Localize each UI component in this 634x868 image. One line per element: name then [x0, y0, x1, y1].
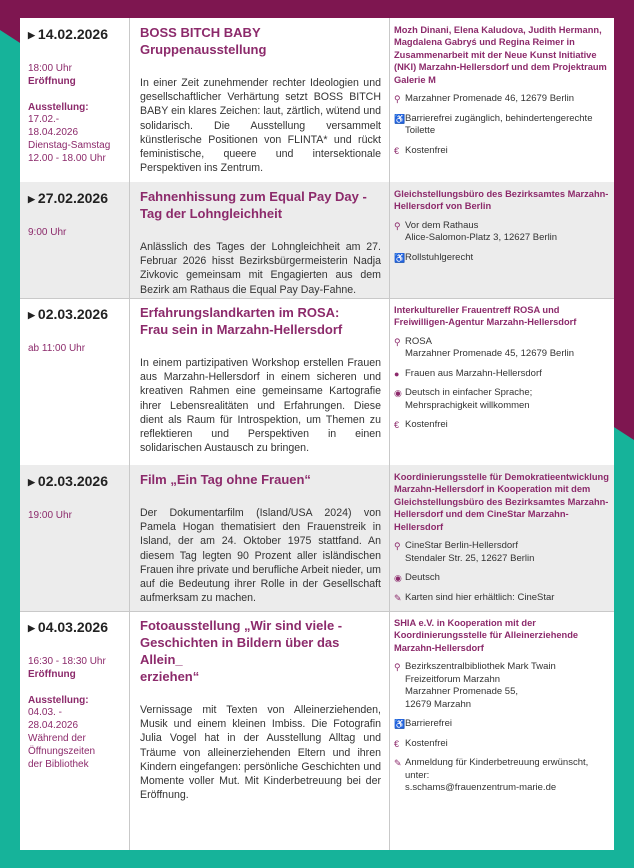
info-column [390, 611, 614, 850]
info-text-line: Kostenfrei [405, 144, 448, 156]
event-title [140, 471, 381, 488]
info-text-line: Deutsch in einfacher Sprache; [405, 387, 533, 399]
speech-bubble-icon: ◉ [394, 573, 402, 584]
triangle-marker-icon: ▶ [28, 30, 35, 40]
info-text-line: Marzahner Promenade 45, 12679 Berlin [405, 348, 574, 360]
info-column [390, 465, 614, 611]
speech-bubble-icon: ◉ [394, 388, 402, 399]
info-text-line: Barrierefrei zugänglich, behindertengerechte Toilette [405, 112, 593, 137]
info-text [405, 220, 557, 245]
event-title-line: Frau sein in Marzahn-Hellersdorf [140, 322, 343, 337]
event-organizer: SHIA e.V. in Kooperation mit der Koordinierungsstelle für Alleinerziehende Marzahn-Hellersdorf [394, 618, 579, 653]
event-date [28, 26, 129, 42]
event-date-text: 27.02.2026 [37, 190, 108, 206]
event-time-note-line [28, 75, 129, 88]
event-row [20, 611, 614, 850]
info-line [394, 592, 610, 605]
date-column [20, 465, 130, 611]
location-pin-icon: ⚲ [394, 541, 401, 552]
event-organizer: Gleichstellungsbüro des Bezirksamtes Marzahn-Hellersdorf von Berlin [394, 189, 609, 212]
triangle-marker-icon: ▶ [28, 623, 35, 633]
info-text-line: Marzahner Promenade 55, [405, 686, 519, 698]
wheelchair-icon: ♿ [394, 113, 406, 124]
main-column [130, 18, 390, 182]
event-date [28, 306, 129, 322]
info-text-line: Mehrsprachigkeit willkommen [405, 399, 530, 411]
info-text-line: Freizeitforum Marzahn [405, 673, 501, 685]
event-title [140, 617, 381, 685]
event-description: Vernissage mit Texten von Alleinerziehenden, Musik und einem kleinen Imbiss. Die Fotografin Julia Vogel hat in der Ausstellung Alltag und Träume von alleinerziehenden Eltern und ihren Kindern eingefangen: persönliche Geschichten und Momente voller Mut. Mit Kinderbetreuung bei der Eröffnung. [140, 704, 381, 802]
main-column [130, 298, 390, 465]
wheelchair-icon: ♿ [394, 719, 406, 730]
info-text-line: Karten sind hier erhältlich: CineStar [405, 591, 555, 603]
event-title-line: Film „Ein Tag ohne Frauen“ [140, 472, 311, 487]
event-title-line: Fahnenhissung zum Equal Pay Day - [140, 189, 367, 204]
event-title [140, 188, 381, 222]
event-title-line: Geschichten in Bildern über das Allein_ [140, 635, 340, 667]
person-icon: ● [394, 368, 400, 379]
info-text [405, 540, 534, 565]
date-column [20, 182, 130, 298]
event-date [28, 619, 129, 635]
event-row [20, 18, 614, 183]
event-time [28, 655, 129, 681]
euro-icon: € [394, 420, 400, 431]
info-text [405, 368, 542, 381]
event-description: In einem partizipativen Workshop erstellen Frauen aus Marzahn-Hellersdorf in einem sicheren und kreativen Rahmen eine gemeinsame Kartografie ihrer Lebensrealitäten und Erfahrungen. Diese dient als Raum für Introspektion, um Themen zu reflektieren und Perspektiven in einen solidarischen Austausch zu bringen. [140, 357, 381, 455]
exhibition-date-line: Dienstag-Samstag [28, 140, 111, 151]
info-column [390, 298, 614, 465]
triangle-marker-icon: ▶ [28, 310, 35, 320]
event-row [20, 298, 614, 466]
exhibition-date-line: der Bibliothek [28, 759, 89, 770]
exhibition-dates [28, 113, 129, 165]
event-time-text: 9:00 Uhr [28, 227, 67, 238]
info-line [394, 93, 610, 106]
event-date-text: 04.03.2026 [37, 619, 108, 635]
event-description: Der Dokumentarfilm (Island/USA 2024) von Pamela Hogan thematisiert den Frauenstreik in Island, der am 24. Oktober 1975 stattfand. An diesem Tag legten 90 Prozent aller isländischen Frauen ihre private und berufliche Arbeit nieder, um auf die Bedeutung ihrer Rolle in der Gesellschaft aufmerksam zu machen. [140, 507, 381, 605]
event-time [28, 226, 129, 239]
pencil-icon: ✎ [394, 758, 402, 769]
exhibition-date-line: 28.04.2026 [28, 720, 79, 731]
event-title-line: erziehen“ [140, 669, 200, 684]
triangle-marker-icon: ▶ [28, 477, 35, 487]
event-time-text: ab 11:00 Uhr [28, 343, 86, 354]
info-text [405, 93, 574, 106]
date-column [20, 611, 130, 850]
info-text-line: ROSA [405, 335, 432, 347]
info-line [394, 661, 610, 711]
pencil-icon: ✎ [394, 592, 402, 603]
event-title-line: Erfahrungslandkarten im ROSA: [140, 305, 340, 320]
info-text-line: Deutsch [405, 572, 440, 584]
location-pin-icon: ⚲ [394, 662, 401, 673]
event-time-note-line [28, 668, 129, 681]
event-date-text: 14.02.2026 [37, 26, 108, 42]
info-line [394, 368, 610, 381]
info-line [394, 718, 610, 731]
triangle-marker-icon: ▶ [28, 194, 35, 204]
info-line [394, 540, 610, 565]
info-text [405, 718, 452, 731]
date-column [20, 18, 130, 182]
euro-icon: € [394, 145, 400, 156]
main-column [130, 182, 390, 298]
info-text-line: CineStar Berlin-Hellersdorf [405, 540, 518, 552]
info-text-line: Kostenfrei [405, 419, 448, 431]
event-title-line: Fotoausstellung „Wir sind viele - [140, 618, 343, 633]
event-title [140, 24, 381, 58]
info-text [405, 661, 556, 711]
info-text [405, 387, 532, 412]
event-date [28, 473, 129, 489]
event-row [20, 182, 614, 299]
info-text-line: Frauen aus Marzahn-Hellersdorf [405, 367, 542, 379]
info-text-line: Barrierefrei [405, 718, 452, 730]
info-text [405, 738, 448, 751]
info-column [390, 182, 614, 298]
event-title-line: BOSS BITCH BABY Gruppenausstellung [140, 25, 267, 57]
event-title-line: Tag der Lohngleichheit [140, 206, 283, 221]
event-time-note: Eröffnung [28, 76, 76, 87]
event-time [28, 509, 129, 522]
info-text [405, 336, 574, 361]
main-column [130, 465, 390, 611]
info-text-line: Anmeldung für Kinderbetreuung erwünscht, unter: [405, 757, 589, 781]
exhibition-date-line: 12.00 - 18.00 Uhr [28, 153, 106, 164]
event-time-note: Eröffnung [28, 669, 76, 680]
euro-icon: € [394, 738, 400, 749]
main-column [130, 611, 390, 850]
exhibition-label: Ausstellung: [28, 102, 89, 113]
info-line [394, 387, 610, 412]
info-text-line: Vor dem Rathaus [405, 219, 479, 231]
event-date-text: 02.03.2026 [37, 473, 108, 489]
info-line [394, 738, 610, 751]
exhibition-label: Ausstellung: [28, 695, 89, 706]
exhibition-date-line: 18.04.2026 [28, 127, 79, 138]
event-date [28, 190, 129, 206]
exhibition-dates [28, 706, 129, 771]
wheelchair-icon: ♿ [394, 252, 406, 263]
event-description: Anlässlich des Tages der Lohngleichheit am 27. Februar 2026 hisst Bezirksbürgermeisterin Nadja Zivkovic gemeinsam mit Engagierten aus dem Bezirk am Rathaus die Equal Pay Day-Fahne. [140, 241, 381, 296]
location-pin-icon: ⚲ [394, 220, 401, 231]
exhibition-date-line: 04.03. - [28, 707, 62, 718]
event-time-text: 19:00 Uhr [28, 510, 72, 521]
event-title [140, 304, 381, 338]
info-text [405, 592, 554, 605]
info-text [405, 113, 610, 138]
info-text-line: 12679 Marzahn [405, 698, 472, 710]
info-line [394, 757, 610, 795]
info-line [394, 145, 610, 158]
info-text [405, 145, 448, 158]
info-text-line: Marzahner Promenade 46, 12679 Berlin [405, 93, 574, 105]
location-pin-icon: ⚲ [394, 94, 401, 105]
event-organizer: Koordinierungsstelle für Demokratieentwicklung Marzahn-Hellersdorf in Kooperation mit dem Gleichstellungsbüro des Bezirksamtes Marzahn-Hellersdorf und dem CineStar Marzahn-Hellersdorf [394, 472, 609, 532]
info-text [405, 572, 440, 585]
info-text [405, 252, 473, 265]
event-date-text: 02.03.2026 [37, 306, 108, 322]
info-line [394, 220, 610, 245]
date-column [20, 298, 130, 465]
event-time [28, 62, 129, 88]
info-text [405, 419, 448, 432]
info-text-line: Rollstuhlgerecht [405, 251, 474, 263]
exhibition-date-line: Öffnungszeiten [28, 746, 96, 757]
info-line [394, 252, 610, 265]
info-line [394, 419, 610, 432]
info-text [405, 757, 610, 795]
event-time-text: 18:00 Uhr [28, 63, 72, 74]
info-line [394, 113, 610, 138]
event-organizer: Mozh Dinani, Elena Kaludova, Judith Hermann, Magdalena Gabryś und Regina Reimer in Zusammenarbeit mit der Neue Kunst Initiative (NKI) Marzahn-Hellersdorf und dem Projektraum Galerie M [394, 25, 607, 85]
info-text-line: Kostenfrei [405, 737, 448, 749]
event-description: In einer Zeit zunehmender rechter Ideologien und gesellschaftlicher Verhärtung setzt BOSS BITCH BABY ein klares Zeichen: laut, zärtlich, wütend und solidarisch. Die Ausstellung versammelt künstlerische Positionen von FLINTA* und rückt feministische, queere und intersektionale Perspektiven ins Zentrum. [140, 77, 381, 175]
info-text-line: Bezirkszentralbibliothek Mark Twain [405, 661, 556, 673]
info-text-line: Alice-Salomon-Platz 3, 12627 Berlin [405, 232, 558, 244]
exhibition-date-line: 17.02.- [28, 114, 60, 125]
info-line [394, 572, 610, 585]
exhibition-date-line: Während der [28, 733, 86, 744]
info-text-line: s.schams@frauenzentrum-marie.de [405, 782, 557, 794]
info-text-line: Stendaler Str. 25, 12627 Berlin [405, 552, 535, 564]
info-line [394, 336, 610, 361]
info-column [390, 18, 614, 182]
location-pin-icon: ⚲ [394, 336, 401, 347]
event-time-text: 16:30 - 18:30 Uhr [28, 656, 106, 667]
event-row [20, 465, 614, 612]
event-time [28, 342, 129, 355]
event-calendar-page [20, 18, 614, 850]
event-organizer: Interkultureller Frauentreff ROSA und Freiwilligen-Agentur Marzahn-Hellersdorf [394, 305, 577, 328]
